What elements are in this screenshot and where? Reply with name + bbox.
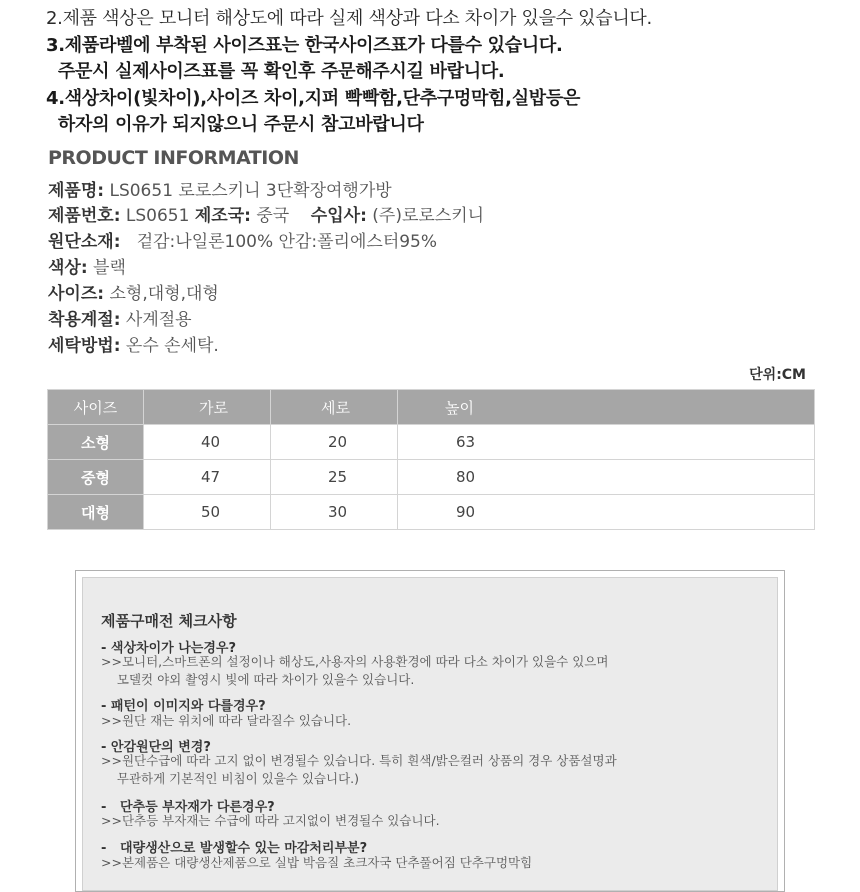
row-size-label: 중형 [48,460,144,495]
info-value: 온수 손세탁. [120,336,219,356]
info-key: 착용계절: [48,310,121,330]
cell-width: 47 [144,460,271,495]
table-row [48,460,815,495]
notice-line: 주문시 실제사이즈표를 꼭 확인후 주문해주시길 바랍니다. [46,61,505,82]
checklist-answer: >>원단수급에 따라 고지 없이 변경될수 있습니다. 특히 흰색/밝은컬러 상품의 경우 상품설명과 [101,753,617,768]
checklist-question: - 대량생산으로 발생할수 있는 마감처리부분? [101,841,368,856]
cell-height: 80 [398,460,815,495]
info-row-season [48,305,192,330]
info-key: 사이즈: [48,284,105,304]
header-label: 세로 [321,398,350,417]
header-label: 가로 [199,398,228,417]
size-unit-label: 단위:CM [749,367,806,383]
notice-line: 4.색상차이(빛차이),사이즈 차이,지퍼 빡빡함,단추구멍막힘,실밥등은 [46,88,581,109]
header-size [48,390,144,425]
checklist-answer: >>모니터,스마트폰의 설정이나 해상도,사용자의 사용환경에 따라 다소 차이가 있을수 있으며 [101,654,609,669]
product-info-title: PRODUCT INFORMATION [48,147,299,169]
cell-depth: 30 [271,495,398,530]
info-row-washing [48,331,219,356]
info-key: 제품번호: [48,206,121,226]
cell-width: 50 [144,495,271,530]
info-row-name [48,176,392,201]
info-key: 색상: [48,258,88,278]
notice-line: 하자의 이유가 되지않으니 주문시 참고바랍니다 [46,114,424,135]
header-label: 사이즈 [73,398,118,417]
info-key: 제품명: [48,181,105,201]
info-row-color [48,253,126,278]
table-row [48,495,815,530]
size-table [47,389,815,530]
row-size-label: 대형 [48,495,144,530]
info-value: 중국 [250,206,311,226]
info-value: 블랙 [87,258,126,278]
header-width [144,390,271,425]
info-value: 사계절용 [120,310,192,330]
checklist-box [75,570,785,892]
checklist-answer: >>단추등 부자재는 수급에 따라 고지없이 변경될수 있습니다. [101,813,440,828]
cell-depth: 25 [271,460,398,495]
cell-height: 90 [398,495,815,530]
cell-width: 40 [144,425,271,460]
info-value: 소형,대형,대형 [104,284,219,304]
info-value: LS0651 [120,206,195,226]
cell-depth: 20 [271,425,398,460]
size-table-header [48,390,815,425]
info-key: 원단소재: [48,232,121,252]
checklist-answer: >>원단 재는 위치에 따라 달라질수 있습니다. [101,713,352,728]
checklist-answer: 무관하게 기본적인 비침이 있을수 있습니다.) [101,771,359,786]
notice-line: 2.제품 색상은 모니터 해상도에 따라 실제 색상과 다소 차이가 있을수 있습니다. [46,8,652,29]
header-depth [271,390,398,425]
info-key: 제조국: [194,206,251,226]
checklist-title: 제품구매전 체크사항 [101,612,237,630]
info-row-size [48,279,219,304]
info-value: (주)로로스키니 [366,206,485,226]
header-label: 높이 [445,398,474,417]
notice-line: 3.제품라벨에 부착된 사이즈표는 한국사이즈표가 다를수 있습니다. [46,35,563,56]
checklist-panel [82,577,778,891]
table-row [48,425,815,460]
info-key: 세탁방법: [48,336,121,356]
checklist-question: - 패턴이 이미지와 다를경우? [101,699,266,714]
info-value: LS0651 로로스키니 3단확장여행가방 [104,181,392,201]
info-key: 수입사: [310,206,367,226]
info-row-number [48,201,484,226]
checklist-answer: >>본제품은 대량생산제품으로 실밥 박음질 초크자국 단추풀어짐 단추구멍막힘 [101,855,533,870]
checklist-question: - 단추등 부자재가 다른경우? [101,800,275,815]
info-row-material [48,227,437,252]
info-value: 겉감:나일론100% 안감:폴리에스터95% [120,232,438,252]
header-height [398,390,815,425]
checklist-answer: 모델컷 야외 촬영시 빛에 따라 차이가 있을수 있습니다. [101,672,415,687]
row-size-label: 소형 [48,425,144,460]
cell-height: 63 [398,425,815,460]
checklist-question: - 색상차이가 나는경우? [101,641,237,656]
checklist-question: - 안감원단의 변경? [101,740,211,755]
